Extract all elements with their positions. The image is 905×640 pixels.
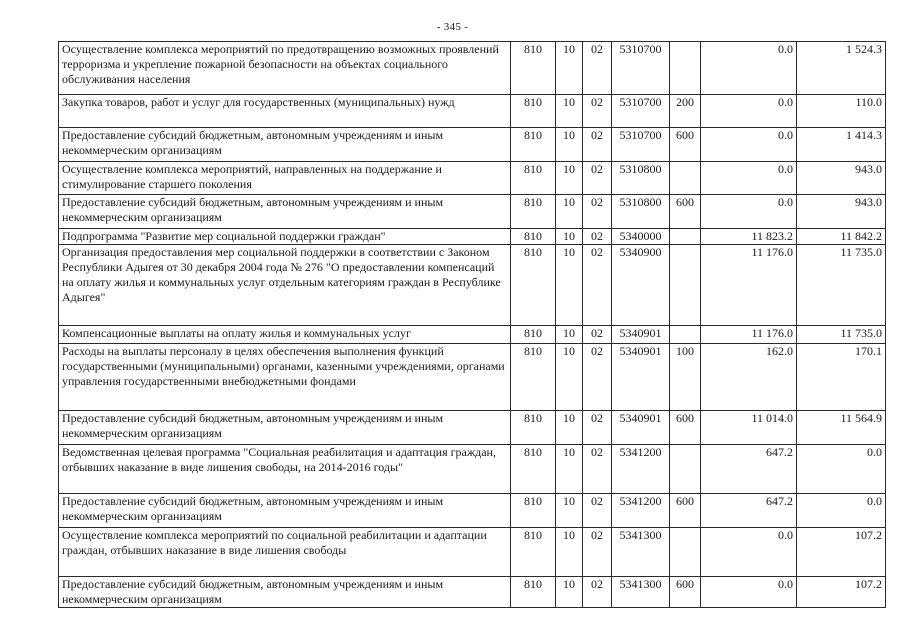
row-ministry-code: 810 — [511, 528, 556, 577]
row-description: Ведомственная целевая программа "Социальная реабилитация и адаптация граждан, отбывших наказание в виде лишения свободы, на 2014-2016 годы" — [59, 445, 511, 494]
row-section-code: 10 — [556, 344, 583, 411]
row-ministry-code: 810 — [511, 445, 556, 494]
row-expense-type: 600 — [670, 411, 701, 445]
row-expense-type: 100 — [670, 344, 701, 411]
table-row — [59, 326, 886, 344]
row-subsection-code: 02 — [583, 42, 612, 95]
row-amount-2: 107.2 — [797, 577, 886, 608]
row-section-code: 10 — [556, 445, 583, 494]
row-target-article: 5340900 — [612, 245, 670, 326]
row-expense-type — [670, 445, 701, 494]
row-subsection-code: 02 — [583, 577, 612, 608]
row-description: Закупка товаров, работ и услуг для государственных (муниципальных) нужд — [59, 95, 511, 128]
row-expense-type: 600 — [670, 128, 701, 162]
row-description: Расходы на выплаты персоналу в целях обеспечения выполнения функций государственными (муниципальными) органами, казенными учреждениями, органами управления государственными внебюджетными фондами — [59, 344, 511, 411]
row-ministry-code: 810 — [511, 42, 556, 95]
row-ministry-code: 810 — [511, 494, 556, 528]
row-amount-2: 1 414.3 — [797, 128, 886, 162]
row-expense-type: 600 — [670, 577, 701, 608]
row-section-code: 10 — [556, 195, 583, 229]
table-row — [59, 162, 886, 195]
row-amount-1: 0.0 — [701, 528, 797, 577]
row-target-article: 5310800 — [612, 162, 670, 195]
row-subsection-code: 02 — [583, 245, 612, 326]
table-row — [59, 494, 886, 528]
row-amount-1: 0.0 — [701, 42, 797, 95]
row-ministry-code: 810 — [511, 411, 556, 445]
row-subsection-code: 02 — [583, 344, 612, 411]
row-description: Осуществление комплекса мероприятий по предотвращению возможных проявлений терроризма и укрепление пожарной безопасности на объектах социального обслуживания населения — [59, 42, 511, 95]
row-section-code: 10 — [556, 411, 583, 445]
row-target-article: 5310700 — [612, 128, 670, 162]
row-ministry-code: 810 — [511, 344, 556, 411]
row-description: Предоставление субсидий бюджетным, автономным учреждениям и иным некоммерческим организациям — [59, 195, 511, 229]
row-subsection-code: 02 — [583, 411, 612, 445]
row-subsection-code: 02 — [583, 195, 612, 229]
row-amount-1: 0.0 — [701, 162, 797, 195]
table-row — [59, 128, 886, 162]
row-ministry-code: 810 — [511, 195, 556, 229]
row-subsection-code: 02 — [583, 162, 612, 195]
row-ministry-code: 810 — [511, 128, 556, 162]
row-amount-1: 0.0 — [701, 195, 797, 229]
row-ministry-code: 810 — [511, 245, 556, 326]
row-section-code: 10 — [556, 577, 583, 608]
table-body — [59, 42, 886, 608]
row-description: Предоставление субсидий бюджетным, автономным учреждениям и иным некоммерческим организациям — [59, 128, 511, 162]
row-subsection-code: 02 — [583, 326, 612, 344]
row-expense-type — [670, 42, 701, 95]
row-amount-1: 0.0 — [701, 128, 797, 162]
row-amount-1: 647.2 — [701, 494, 797, 528]
table-row — [59, 229, 886, 245]
row-target-article: 5310700 — [612, 95, 670, 128]
row-description: Осуществление комплекса мероприятий, направленных на поддержание и стимулирование старшего поколения — [59, 162, 511, 195]
row-target-article: 5341300 — [612, 528, 670, 577]
row-target-article: 5310700 — [612, 42, 670, 95]
table-row — [59, 344, 886, 411]
row-amount-2: 11 735.0 — [797, 245, 886, 326]
row-expense-type — [670, 528, 701, 577]
row-amount-2: 11 564.9 — [797, 411, 886, 445]
row-amount-2: 943.0 — [797, 195, 886, 229]
row-expense-type — [670, 162, 701, 195]
row-section-code: 10 — [556, 95, 583, 128]
page-number: - 345 - — [436, 21, 469, 33]
table-row — [59, 42, 886, 95]
row-description: Предоставление субсидий бюджетным, автономным учреждениям и иным некоммерческим организациям — [59, 494, 511, 528]
row-amount-1: 11 014.0 — [701, 411, 797, 445]
row-subsection-code: 02 — [583, 528, 612, 577]
row-expense-type — [670, 229, 701, 245]
row-amount-2: 11 735.0 — [797, 326, 886, 344]
table-row — [59, 195, 886, 229]
row-subsection-code: 02 — [583, 494, 612, 528]
row-amount-1: 0.0 — [701, 95, 797, 128]
row-section-code: 10 — [556, 128, 583, 162]
row-section-code: 10 — [556, 245, 583, 326]
row-amount-1: 11 176.0 — [701, 326, 797, 344]
row-target-article: 5340901 — [612, 411, 670, 445]
row-expense-type: 200 — [670, 95, 701, 128]
row-section-code: 10 — [556, 162, 583, 195]
row-target-article: 5340901 — [612, 326, 670, 344]
table-row — [59, 411, 886, 445]
row-amount-2: 110.0 — [797, 95, 886, 128]
row-expense-type — [670, 326, 701, 344]
table-row — [59, 528, 886, 577]
row-amount-2: 0.0 — [797, 445, 886, 494]
row-amount-2: 170.1 — [797, 344, 886, 411]
row-section-code: 10 — [556, 326, 583, 344]
row-target-article: 5340000 — [612, 229, 670, 245]
row-amount-2: 0.0 — [797, 494, 886, 528]
row-amount-1: 162.0 — [701, 344, 797, 411]
row-section-code: 10 — [556, 494, 583, 528]
row-section-code: 10 — [556, 528, 583, 577]
row-expense-type: 600 — [670, 494, 701, 528]
row-ministry-code: 810 — [511, 229, 556, 245]
row-amount-1: 0.0 — [701, 577, 797, 608]
row-description: Организация предоставления мер социальной поддержки в соответствии с Законом Республики Адыгея от 30 декабря 2004 года № 276 "О предоставлении компенсаций на оплату жилья и коммунальных услуг отдельным категориям граждан в Республике Адыгея" — [59, 245, 511, 326]
row-ministry-code: 810 — [511, 95, 556, 128]
row-amount-1: 647.2 — [701, 445, 797, 494]
row-amount-1: 11 176.0 — [701, 245, 797, 326]
table-row — [59, 445, 886, 494]
row-section-code: 10 — [556, 42, 583, 95]
row-subsection-code: 02 — [583, 128, 612, 162]
row-description: Компенсационные выплаты на оплату жилья и коммунальных услуг — [59, 326, 511, 344]
row-target-article: 5341200 — [612, 494, 670, 528]
row-description: Подпрограмма "Развитие мер социальной поддержки граждан" — [59, 229, 511, 245]
row-ministry-code: 810 — [511, 162, 556, 195]
row-amount-2: 943.0 — [797, 162, 886, 195]
table-row — [59, 245, 886, 326]
row-target-article: 5341300 — [612, 577, 670, 608]
row-description: Предоставление субсидий бюджетным, автономным учреждениям и иным некоммерческим организациям — [59, 577, 511, 608]
row-section-code: 10 — [556, 229, 583, 245]
row-amount-2: 1 524.3 — [797, 42, 886, 95]
table-row — [59, 95, 886, 128]
row-ministry-code: 810 — [511, 577, 556, 608]
row-amount-2: 107.2 — [797, 528, 886, 577]
row-amount-2: 11 842.2 — [797, 229, 886, 245]
row-description: Осуществление комплекса мероприятий по социальной реабилитации и адаптации граждан, отбывших наказание в виде лишения свободы — [59, 528, 511, 577]
row-target-article: 5310800 — [612, 195, 670, 229]
row-subsection-code: 02 — [583, 229, 612, 245]
row-subsection-code: 02 — [583, 445, 612, 494]
row-amount-1: 11 823.2 — [701, 229, 797, 245]
row-subsection-code: 02 — [583, 95, 612, 128]
row-expense-type: 600 — [670, 195, 701, 229]
row-target-article: 5341200 — [612, 445, 670, 494]
row-expense-type — [670, 245, 701, 326]
row-description: Предоставление субсидий бюджетным, автономным учреждениям и иным некоммерческим организациям — [59, 411, 511, 445]
table-row — [59, 577, 886, 608]
row-ministry-code: 810 — [511, 326, 556, 344]
row-target-article: 5340901 — [612, 344, 670, 411]
budget-table — [58, 41, 886, 608]
